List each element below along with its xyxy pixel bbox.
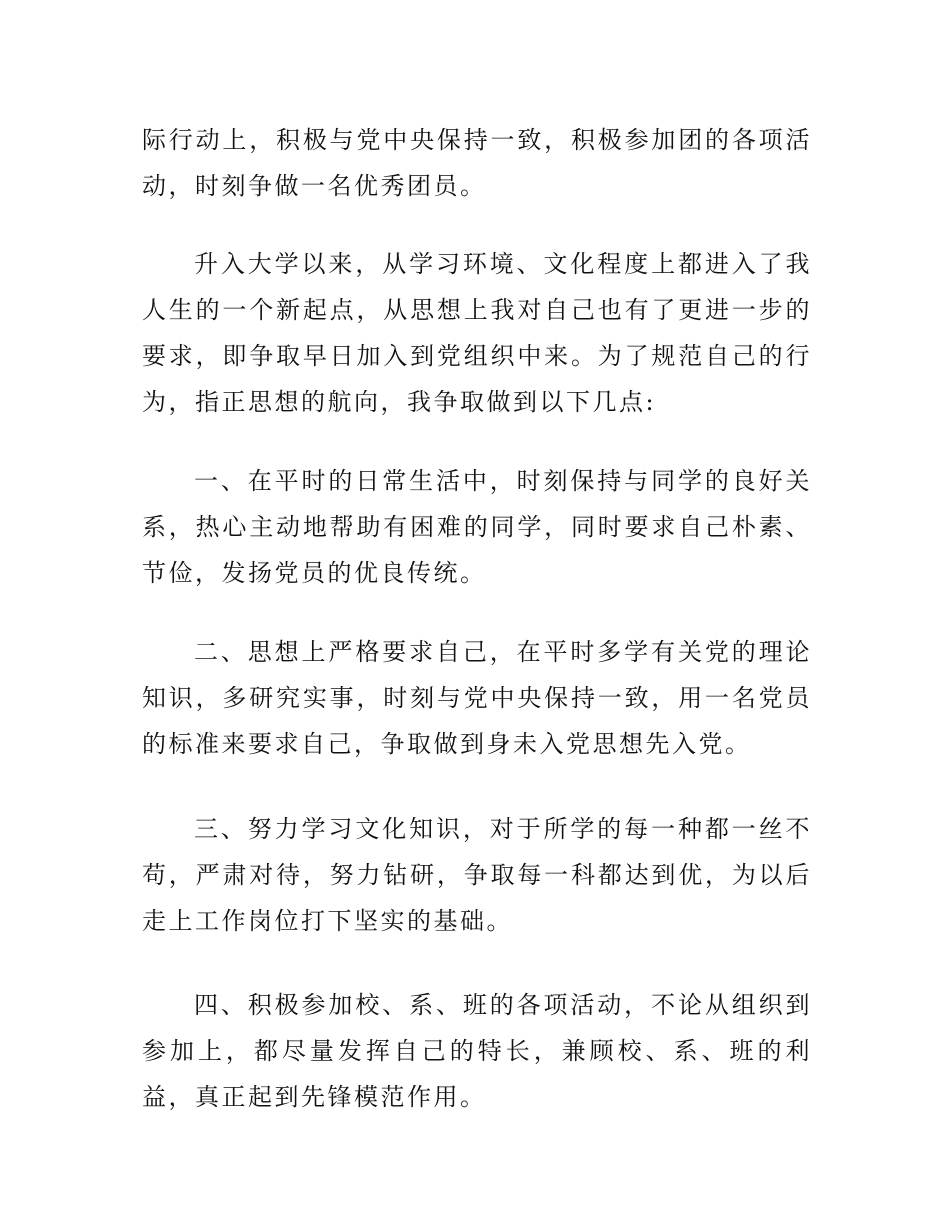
point-four-paragraph: 四、积极参加校、系、班的各项活动，不论从组织到参加上，都尽量发挥自己的特长，兼顾校、系、班的利益，真正起到先锋模范作用。 [142,991,812,1111]
point-two-paragraph: 二、思想上严格要求自己，在平时多学有关党的理论知识，多研究实事，时刻与党中央保持一致，用一名党员的标准来要求自己，争取做到身未入党思想先入党。 [142,638,812,758]
intro-paragraph: 升入大学以来，从学习环境、文化程度上都进入了我人生的一个新起点，从思想上我对自己也有了更进一步的要求，即争取早日加入到党组织中来。为了规范自己的行为，指正思想的航向，我争取做到以下几点: [142,250,812,416]
point-one-paragraph: 一、在平时的日常生活中，时刻保持与同学的良好关系，热心主动地帮助有困难的同学，同时要求自己朴素、节俭，发扬党员的优良传统。 [142,467,812,587]
point-three-paragraph: 三、努力学习文化知识，对于所学的每一种都一丝不苟，严肃对待，努力钻研，争取每一科都达到优，为以后走上工作岗位打下坚实的基础。 [142,815,812,935]
continued-paragraph: 际行动上，积极与党中央保持一致，积极参加团的各项活动，时刻争做一名优秀团员。 [142,126,812,200]
